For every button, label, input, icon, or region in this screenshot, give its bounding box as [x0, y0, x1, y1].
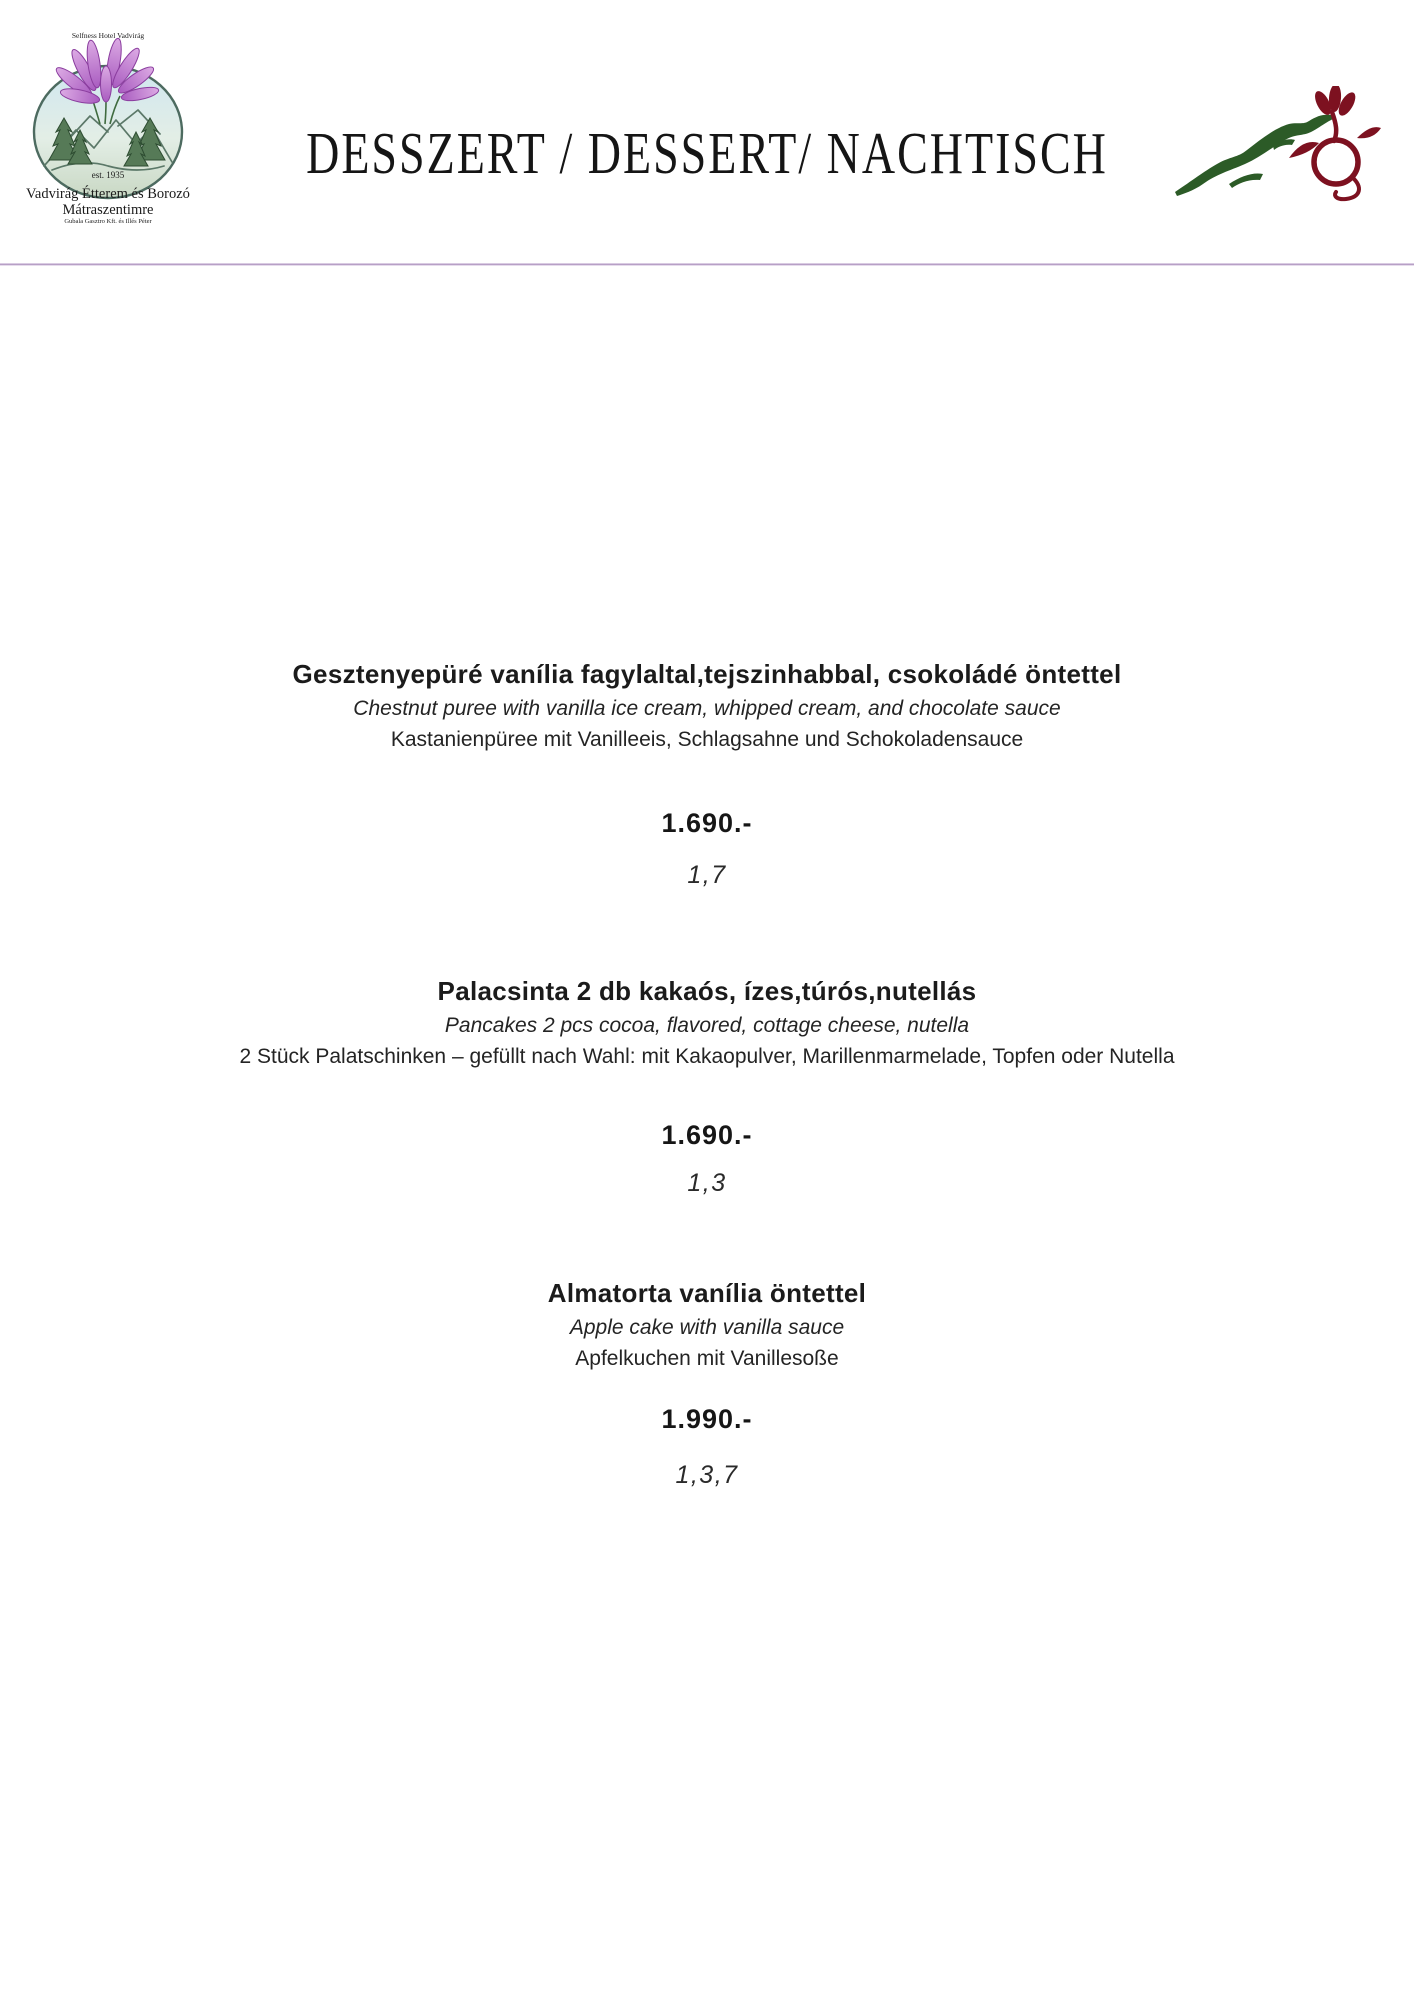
item-allergens: 1,7 [687, 861, 727, 889]
page-title: DESSZERT / DESSERT/ NACHTISCH [306, 120, 1108, 186]
item-name-hu: Almatorta vanília öntettel [547, 1278, 867, 1308]
item-name-en: Apple cake with vanilla sauce [569, 1316, 845, 1339]
logo-name-line1: Vadvirág Étterem és Borozó [26, 186, 190, 202]
mountain-tulip-icon [1173, 86, 1388, 204]
item-name-de: 2 Stück Palatschinken – gefüllt nach Wahl: mit Kakaopulver, Marillenmarmelade, Topfen oder Nutella [239, 1045, 1175, 1068]
logo-est-line: est. 1935 [91, 170, 125, 180]
menu-item-3 [0, 1274, 1414, 1374]
logo-hotel-line: Selfness Hotel Vadvirág [71, 31, 145, 40]
menu-item-2 [0, 972, 1414, 1072]
header-divider [0, 263, 1414, 266]
menu-item-3-price-row [0, 1404, 1414, 1435]
item-allergens: 1,3 [687, 1169, 727, 1197]
item-price: 1.690.- [661, 1120, 753, 1150]
item-name-en: Chestnut puree with vanilla ice cream, whipped cream, and chocolate sauce [353, 697, 1061, 720]
item-price: 1.690.- [661, 808, 753, 838]
menu-item-1 [0, 655, 1414, 755]
menu-item-1-price-row [0, 808, 1414, 839]
item-name-de: Kastanienpüree mit Vanilleeis, Schlagsahne und Schokoladensauce [390, 728, 1024, 751]
logo-name-line2: Mátraszentimre [62, 202, 154, 218]
menu-item-2-price-row [0, 1120, 1414, 1151]
menu-item-2-allergens-row [0, 1169, 1414, 1198]
mountain-tulip-logo [1173, 86, 1388, 204]
tulip-flower-icon [1289, 86, 1381, 199]
menu-item-3-allergens-row [0, 1461, 1414, 1490]
item-name-en: Pancakes 2 pcs cocoa, flavored, cottage cheese, nutella [444, 1014, 970, 1037]
mountain-ridge-icon [1175, 115, 1333, 196]
item-name-hu: Gesztenyepüré vanília fagylaltal,tejszinhabbal, csokoládé öntettel [292, 659, 1122, 689]
menu-item-1-allergens-row [0, 861, 1414, 890]
logo-operator-line: Gubala Gasztro Kft. és Illés Péter [64, 218, 152, 224]
item-name-de: Apfelkuchen mit Vanillesoße [575, 1347, 839, 1370]
item-price: 1.990.- [661, 1404, 753, 1434]
item-allergens: 1,3,7 [675, 1461, 739, 1489]
item-name-hu: Palacsinta 2 db kakaós, ízes,túrós,nutellás [437, 976, 977, 1006]
